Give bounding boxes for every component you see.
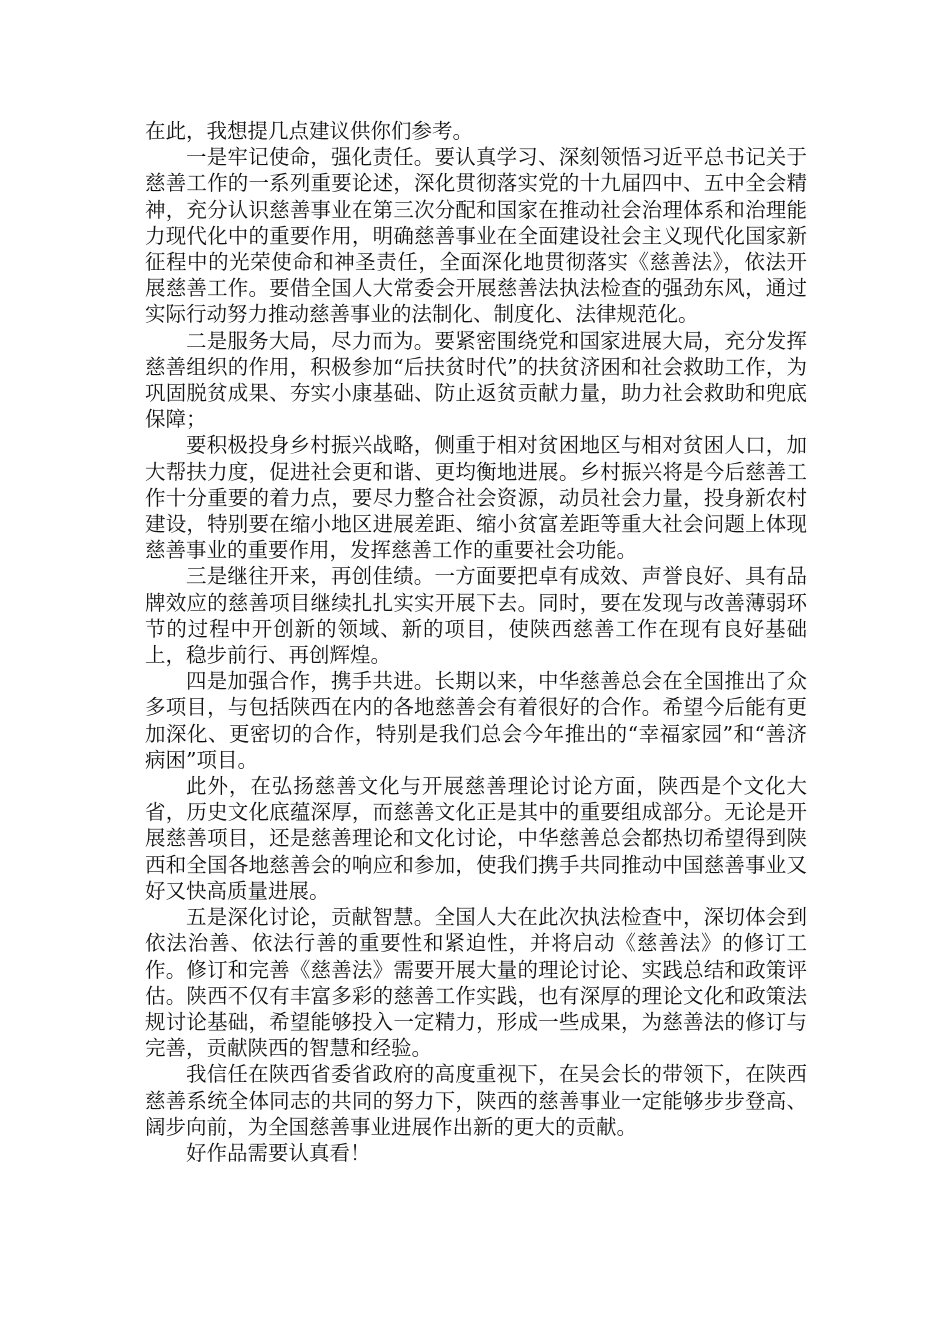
- paragraph-charity-culture: 此外，在弘扬慈善文化与开展慈善理论讨论方面，陕西是个文化大省，历史文化底蕴深厚，而慈善文化正是其中的重要组成部分。无论是开展慈善项目，还是慈善理论和文化讨论，中华慈善总会都热切希望得到陕西和全国各地慈善会的响应和参加，使我们携手共同推动中国慈善事业又好又快高质量进展。: [145, 774, 807, 903]
- paragraph-point-two: 二是服务大局，尽力而为。要紧密围绕党和国家进展大局，充分发挥慈善组织的作用，积极参加“后扶贫时代”的扶贫济困和社会救助工作，为巩固脱贫成果、夯实小康基础、防止返贫贡献力量，助力社会救助和兜底保障；: [145, 328, 807, 432]
- paragraph-point-five: 五是深化讨论，贡献智慧。全国人大在此次执法检查中，深切体会到依法治善、依法行善的重要性和紧迫性，并将启动《慈善法》的修订工作。修订和完善《慈善法》需要开展大量的理论讨论、实践总结和政策评估。陕西不仅有丰富多彩的慈善工作实践，也有深厚的理论文化和政策法规讨论基础，希望能够投入一定精力，形成一些成果，为慈善法的修订与完善，贡献陕西的智慧和经验。: [145, 905, 807, 1061]
- document-body: [145, 118, 807, 1166]
- paragraph-closing: 我信任在陕西省委省政府的高度重视下，在吴会长的带领下，在陕西慈善系统全体同志的共同的努力下，陕西的慈善事业一定能够步步登高、阔步向前，为全国慈善事业进展作出新的更大的贡献。: [145, 1062, 807, 1139]
- paragraph-point-one: 一是牢记使命，强化责任。要认真学习、深刻领悟习近平总书记关于慈善工作的一系列重要论述，深化贯彻落实党的十九届四中、五中全会精神，充分认识慈善事业在第三次分配和国家在推动社会治理体系和治理能力现代化中的重要作用，明确慈善事业在全面建设社会主义现代化国家新征程中的光荣使命和神圣责任，全面深化地贯彻落实《慈善法》，依法开展慈善工作。要借全国人大常委会开展慈善法执法检查的强劲东风，通过实际行动努力推动慈善事业的法制化、制度化、法律规范化。: [145, 145, 807, 327]
- paragraph-rural-revitalization: 要积极投身乡村振兴战略，侧重于相对贫困地区与相对贫困人口，加大帮扶力度，促进社会更和谐、更均衡地进展。乡村振兴将是今后慈善工作十分重要的着力点，要尽力整合社会资源，动员社会力量，投身新农村建设，特别要在缩小地区进展差距、缩小贫富差距等重大社会问题上体现慈善事业的重要作用，发挥慈善工作的重要社会功能。: [145, 433, 807, 563]
- paragraph-intro: 在此，我想提几点建议供你们参考。: [145, 119, 473, 143]
- paragraph-point-four: 四是加强合作，携手共进。长期以来，中华慈善总会在全国推出了众多项目，与包括陕西在内的各地慈善会有着很好的合作。希望今后能有更加深化、更密切的合作，特别是我们总会今年推出的“幸福家园”和“善济病困”项目。: [145, 669, 807, 772]
- paragraph-point-three: 三是继往开来，再创佳绩。一方面要把卓有成效、声誉良好、具有品牌效应的慈善项目继续扎扎实实开展下去。同时，要在发现与改善薄弱环节的过程中开创新的领域、新的项目，使陕西慈善工作在现有良好基础上，稳步前行、再创辉煌。: [145, 564, 807, 668]
- paragraph-footer-note: 好作品需要认真看！: [186, 1140, 371, 1165]
